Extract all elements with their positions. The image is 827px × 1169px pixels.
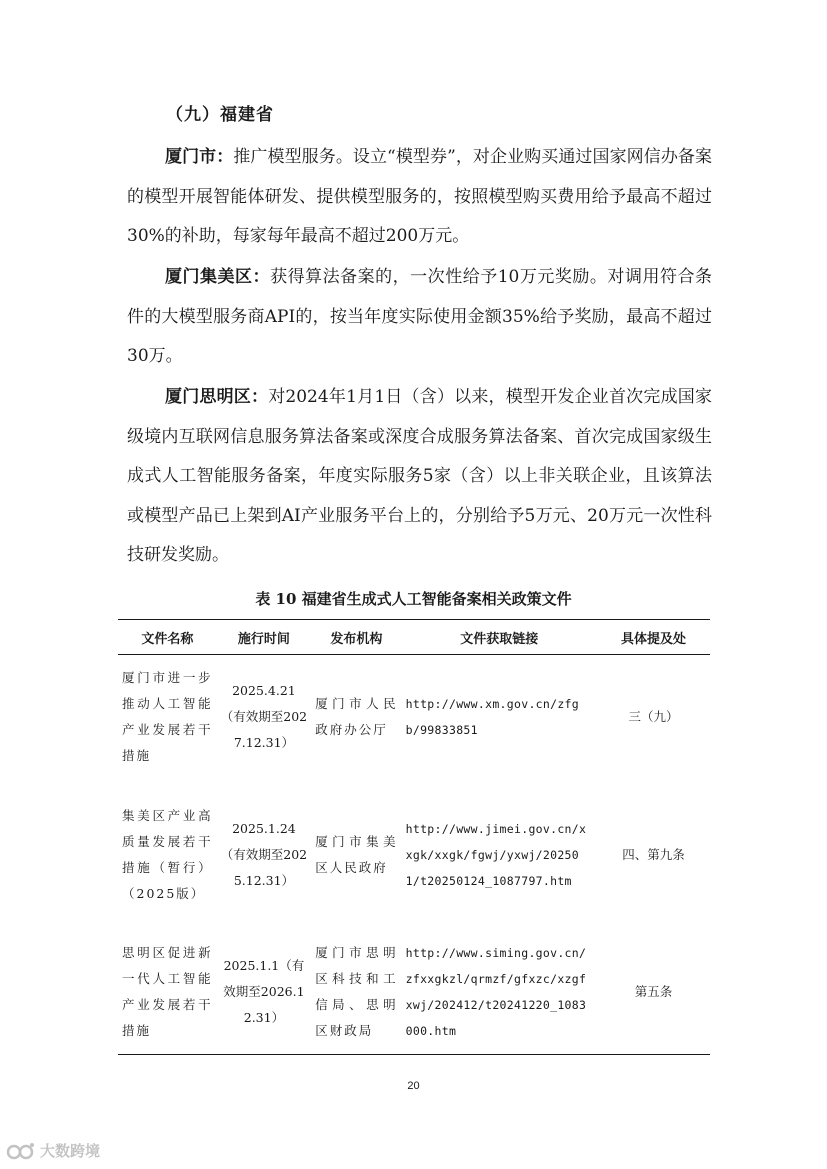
cell-link[interactable]: http://www.siming.gov.cn/zfxxgkzl/qrmzf/gfxzc/xzgfxwj/202412/t20241220_1083000.htm — [402, 930, 597, 1055]
cell-file-name: 思明区促进新一代人工智能产业发展若干措施 — [118, 930, 217, 1055]
paragraph-lead: 厦门市： — [165, 147, 234, 167]
cell-date-text: 2025.1.24 （有效期至2025.12.31） — [220, 820, 308, 888]
section-title: （九）福建省 — [166, 105, 274, 125]
cell-link[interactable]: http://www.jimei.gov.cn/xxgk/xxgk/fgwj/yxwj/202501/t20250124_1087797.htm — [405, 821, 587, 888]
cell-effective-date — [217, 930, 312, 1055]
cell-issuer: 厦门市人民政府办公厅 — [315, 696, 398, 738]
paragraph-body: 推广模型服务。设立“模型券”，对企业购买通过国家网信办备案的模型开展智能体研发、提供模型服务的，按照模型购买费用给予最高不超过30%的补助，每家每年最高不超过200万元。 — [127, 147, 712, 246]
cell-effective-date — [217, 780, 312, 930]
paragraph-xiamen — [127, 138, 712, 257]
page-number: 20 — [407, 1080, 420, 1092]
cell-file-name: 集美区产业高质量发展若干措施（暂行）（2025版） — [122, 807, 213, 901]
cell-date-text: 2025.1.1（有效期至2026.12.31） — [223, 957, 305, 1025]
cell-link[interactable]: http://www.xm.gov.cn/zfgb/99833851 — [405, 697, 580, 738]
cell-reference: 三（九） — [628, 709, 679, 725]
table-row — [118, 930, 710, 1055]
table-row — [118, 780, 710, 930]
header-file-name: 文件名称 — [118, 620, 217, 655]
paragraph-siming — [127, 378, 712, 576]
watermark-text: 大数跨境 — [40, 1142, 101, 1160]
cell-reference: 第五条 — [597, 930, 710, 1055]
cell-issuer: 厦门市思明区科技和工信局、思明区财政局 — [311, 930, 401, 1055]
watermark — [6, 1140, 100, 1161]
cell-reference: 四、第九条 — [622, 846, 685, 862]
cell-effective-date — [217, 655, 312, 780]
table-header-row — [118, 620, 710, 655]
watermark-logo-icon — [6, 1141, 36, 1161]
cell-date-text: 2025.4.21 （有效期至2027.12.31） — [220, 683, 308, 751]
header-issuer: 发布机构 — [311, 620, 401, 655]
paragraph-body: 获得算法备案的，一次性给予10万元奖励。对调用符合条件的大模型服务商API的，按当年度实际使用金额35%给予奖励，最高不超过30万。 — [127, 267, 712, 366]
paragraph-jimei — [127, 258, 712, 377]
table-row — [118, 655, 710, 780]
header-link: 文件获取链接 — [402, 620, 597, 655]
paragraph-lead: 厦门思明区： — [165, 387, 269, 407]
policy-table — [118, 619, 710, 1055]
header-reference: 具体提及处 — [597, 620, 710, 655]
cell-issuer: 厦门市集美区人民政府 — [315, 833, 398, 875]
paragraph-body: 对2024年1月1日（含）以来，模型开发企业首次完成国家级境内互联网信息服务算法备案或深度合成服务算法备案、首次完成国家级生成式人工智能服务备案，年度实际服务5家（含）以上非关联企业，且该算法或模型产品已上架到AI产业服务平台上的，分别给予5万元、20万元一次性科技研发奖励。 — [127, 387, 712, 565]
cell-file-name: 厦门市进一步推动人工智能产业发展若干措施 — [122, 670, 213, 764]
paragraph-lead: 厦门集美区： — [165, 267, 271, 287]
header-effective-date: 施行时间 — [217, 620, 312, 655]
table-caption: 表 10 福建省生成式人工智能备案相关政策文件 — [255, 590, 572, 608]
